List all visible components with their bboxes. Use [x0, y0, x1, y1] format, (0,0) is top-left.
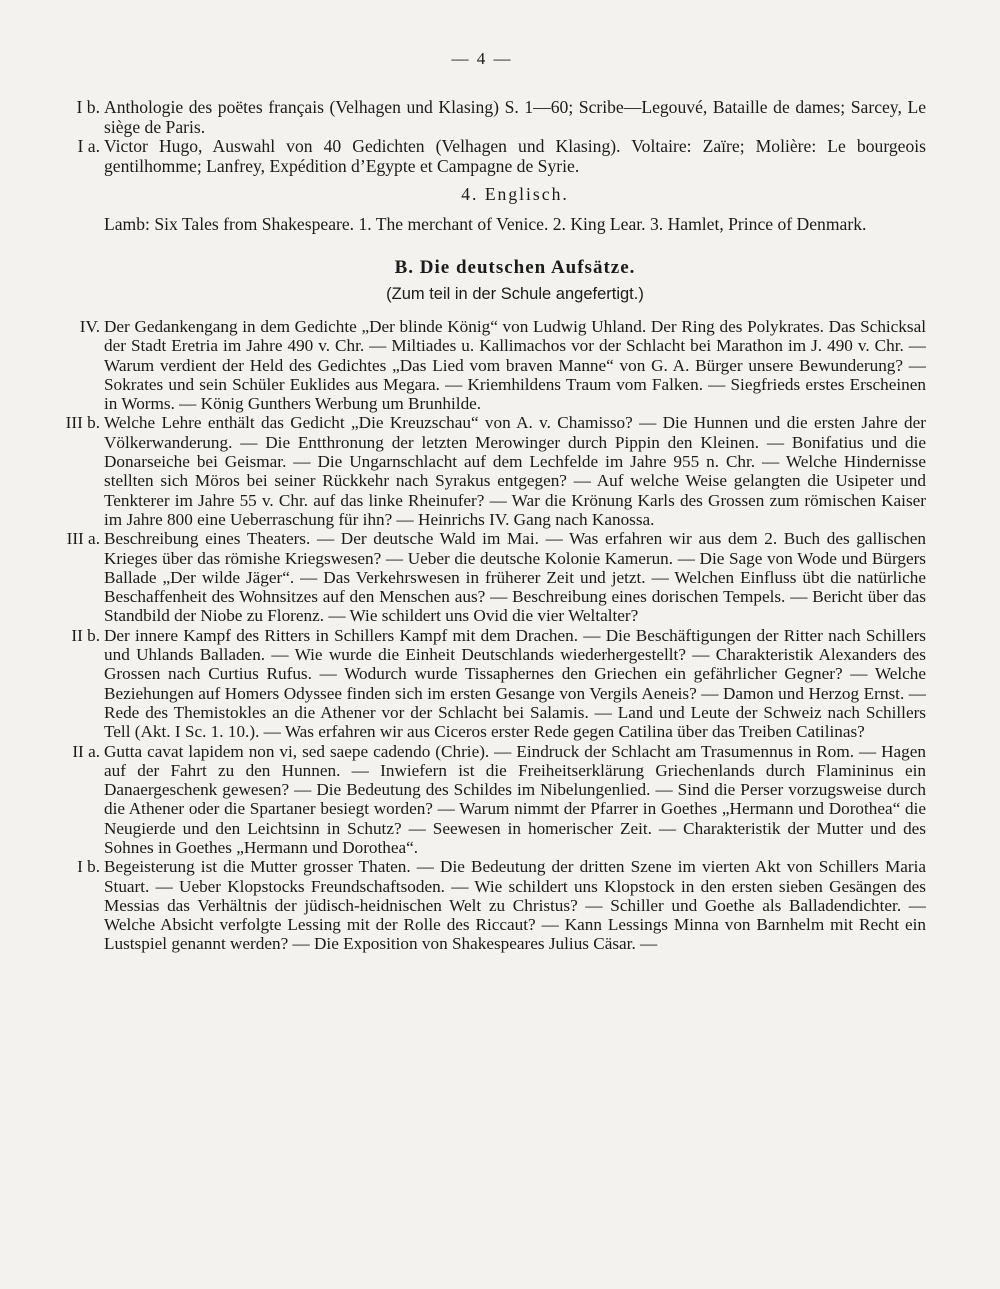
entry-text: Welche Lehre enthält das Gedicht „Die Kreuzschau“ von A. v. Chamisso? — Die Hunnen und die ersten Jahre der Völkerwanderung. — Die Entthronung der letzten Merowinger durch Pippin den Kleinen. — Bonifatius und die Donarseiche bei Geismar. — Die Ungarnschlacht auf dem Lechfelde im Jahre 955 n. Chr. — Welche Hindernisse stellten sich Möros bei seiner Rückkehr nach Syrakus entgegen? — Auf welche Weise gelangten die Usipeter und Tenkterer im Jahre 55 v. Chr. auf das linke Rheinufer? — War die Krönung Karls des Grossen zum römischen Kaiser im Jahre 800 eine Ueberraschung für ihn? — Heinrichs IV. Gang nach Kanossa. — [104, 413, 926, 529]
entry-iiia — [66, 529, 926, 626]
entry-text: Begeisterung ist die Mutter grosser Thaten. — Die Bedeutung der dritten Szene im vierten Akt von Schillers Maria Stuart. — Ueber Klopstocks Freundschaftsoden. — Wie schildert uns Klopstock in den ersten sieben Gesängen des Messias das Verhältnis der jüdisch-heidnischen Welt zu Christus? — Schiller und Goethe als Balladendichter. — Welche Absicht verfolgte Lessing mit der Rolle des Riccaut? — Kann Lessings Minna von Barnhelm mit Recht ein Lustspiel genannt werden? — Die Exposition von Shakespeares Julius Cäsar. — — [104, 857, 926, 954]
entry-ia-french — [77, 136, 926, 176]
entry-label: I b. — [76, 97, 100, 117]
section-b-heading: B. Die deutschen Aufsätze. — [394, 256, 636, 278]
entry-label: IV. — [79, 316, 100, 336]
english-reading-list: Lamb: Six Tales from Shakespeare. 1. The merchant of Venice. 2. King Lear. 3. Hamlet, Prince of Denmark. — [104, 214, 867, 235]
entry-label: III a. — [66, 529, 100, 549]
page-content — [0, 98, 1000, 954]
english-heading: 4. Englisch. — [461, 184, 569, 205]
entry-label: II b. — [71, 625, 100, 645]
entry-label: II a. — [72, 741, 100, 761]
entry-text: Victor Hugo, Auswahl von 40 Gedichten (Velhagen und Klasing). Voltaire: Zaïre; Molière: Le bourgeois gentilhomme; Lanfrey, Expédition d’Egypte et Campagne de Syrie. — [104, 136, 926, 176]
entry-iia — [72, 741, 926, 858]
entry-text: Beschreibung eines Theaters. — Der deutsche Wald im Mai. — Was erfahren wir aus dem 2. Buch des gallischen Krieges über das römishe Kriegswesen? — Ueber die deutsche Kolonie Kamerun. — Die Sage von Wode und Bürgers Ballade „Der wilde Jäger“. — Das Verkehrswesen in früherer Zeit und jetzt. — Welchen Einfluss übt die natürliche Beschaffenheit des Wohnsitzes auf den Menschen aus? — Beschreibung eines dorischen Tempels. — Bericht über das Standbild der Niobe zu Florenz. — Wie schildert uns Ovid die vier Weltalter? — [104, 529, 926, 626]
entry-text: Der innere Kampf des Ritters in Schillers Kampf mit dem Drachen. — Die Beschäftigungen der Ritter nach Schillers und Uhlands Balladen. — Wie wurde die Einheit Deutschlands wiederhergestellt? — Charakteristik Alexanders des Grossen nach Curtius Rufus. — Wodurch wurde Tissaphernes den Griechen ein gefährlicher Gegner? — Welche Beziehungen auf Homers Odyssee finden sich im ersten Gesange von Vergils Aeneis? — Damon und Herzog Ernst. — Rede des Themistokles an die Athener vor der Schlacht bei Salamis. — Land und Leute der Schweiz nach Schillers Tell (Akt. I Sc. 1. 10.). — Was erfahren wir aus Ciceros erster Rede gegen Catilina über das Treiben Catilinas? — [104, 625, 926, 742]
entry-label: I a. — [77, 136, 100, 157]
entry-text: Anthologie des poëtes français (Velhagen und Klasing) S. 1—60; Scribe—Legouvé, Bataille de dames; Sarcey, Le siège de Paris. — [104, 97, 926, 137]
entry-text: Der Gedankengang in dem Gedichte „Der blinde König“ von Ludwig Uhland. Der Ring des Polykrates. Das Schicksal der Stadt Eretria im Jahre 490 v. Chr. — Miltiades u. Kallimachos vor der Schlacht bei Marathon im J. 490 v. Chr. — Warum verdient der Held des Gedichtes „Das Lied vom braven Manne“ von G. A. Bürger unsere Bewunderung? — Sokrates und sein Schüler Euklides aus Megara. — Kriemhildens Traum vom Falken. — Siegfrieds erstes Erscheinen in Worms. — König Gunthers Werbung um Brunhilde. — [104, 316, 926, 414]
page-number: — 4 — — [451, 49, 513, 68]
section-b-subheading: (Zum teil in der Schule angefertigt.) — [386, 284, 644, 303]
entry-text: Gutta cavat lapidem non vi, sed saepe cadendo (Chrie). — Eindruck der Schlacht am Trasumennus in Rom. — Hagen auf der Fahrt zu den Hunnen. — Inwiefern ist die Freiheitserklärung Griechenlands durch Flamininus ein Danaergeschenk gewesen? — Die Bedeutung des Schildes im Nibelungenlied. — Sind die Perser vorzugsweise durch die Athener oder die Spartaner besiegt worden? — Warum nimmt der Pfarrer in Goethes „Hermann und Dorothea“ die Neugierde und den Leichtsinn in Schutz? — Seewesen in homerischer Zeit. — Charakteristik der Mutter und des Sohnes in Goethes „Hermann und Dorothea“. — [104, 741, 926, 857]
entry-ib-german — [77, 857, 926, 954]
entry-label: I b. — [77, 857, 100, 877]
entry-label: III b. — [65, 413, 100, 433]
entry-iv — [79, 316, 926, 414]
essay-topics-list — [0, 317, 1000, 954]
entry-ib-french — [76, 97, 926, 137]
entry-iiib — [65, 413, 926, 529]
entry-iib — [71, 625, 926, 742]
